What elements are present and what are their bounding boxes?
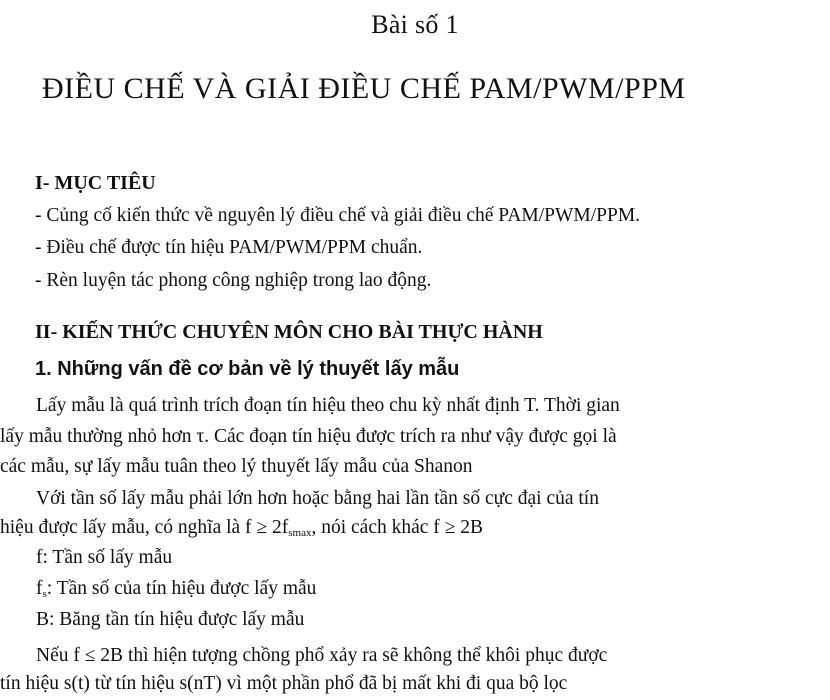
paragraph-line: Nếu f ≤ 2B thì hiện tượng chồng phổ xảy ra sẽ không thể khôi phục được [36,645,608,666]
paragraph-line: lấy mẫu thường nhỏ hơn τ. Các đoạn tín hiệu được trích ra như vậy được gọi là [0,426,617,447]
formula-text-tail: , nói cách khác f ≥ 2B [311,517,484,538]
definition-f: f: Tần số lấy mẫu [36,547,173,568]
definition-b: B: Băng tần tín hiệu được lấy mẫu [36,609,305,630]
definition-fs-text: : Tần số của tín hiệu được lấy mẫu [46,578,317,599]
formula-line [0,517,483,539]
objective-item: - Rèn luyện tác phong công nghiệp trong lao động. [35,270,432,291]
objective-item: - Củng cố kiến thức về nguyên lý điều chế và giải điều chế PAM/PWM/PPM. [35,205,641,226]
subsection-heading: 1. Những vấn đề cơ bản về lý thuyết lấy mẫu [35,358,460,380]
objective-item: - Điều chế được tín hiệu PAM/PWM/PPM chuẩn. [35,237,423,258]
section-heading-knowledge: II- KIẾN THỨC CHUYÊN MÔN CHO BÀI THỰC HÀNH [35,321,543,343]
definition-fs-symbol: f [36,578,43,599]
section-heading-objectives: I- MỤC TIÊU [35,172,156,194]
document-title: ĐIỀU CHẾ VÀ GIẢI ĐIỀU CHẾ PAM/PWM/PPM [42,72,686,105]
formula-subscript: smax [288,527,312,539]
formula-text: hiệu được lấy mẫu, có nghĩa là f ≥ 2f [0,517,289,538]
paragraph-line: Lấy mẫu là quá trình trích đoạn tín hiệu theo chu kỳ nhất định T. Thời gian [36,395,620,416]
definition-fs [36,578,316,600]
lesson-number: Bài số 1 [371,10,459,39]
paragraph-line: tín hiệu s(t) từ tín hiệu s(nT) vì một phần phổ đã bị mất khi đi qua bộ lọc [0,673,568,694]
paragraph-line: Với tần số lấy mẫu phải lớn hơn hoặc bằng hai lần tần số cực đại của tín [36,488,599,509]
paragraph-line: các mẫu, sự lấy mẫu tuân theo lý thuyết lấy mẫu của Shanon [0,456,473,477]
definition-fs-subscript: s [42,588,47,600]
